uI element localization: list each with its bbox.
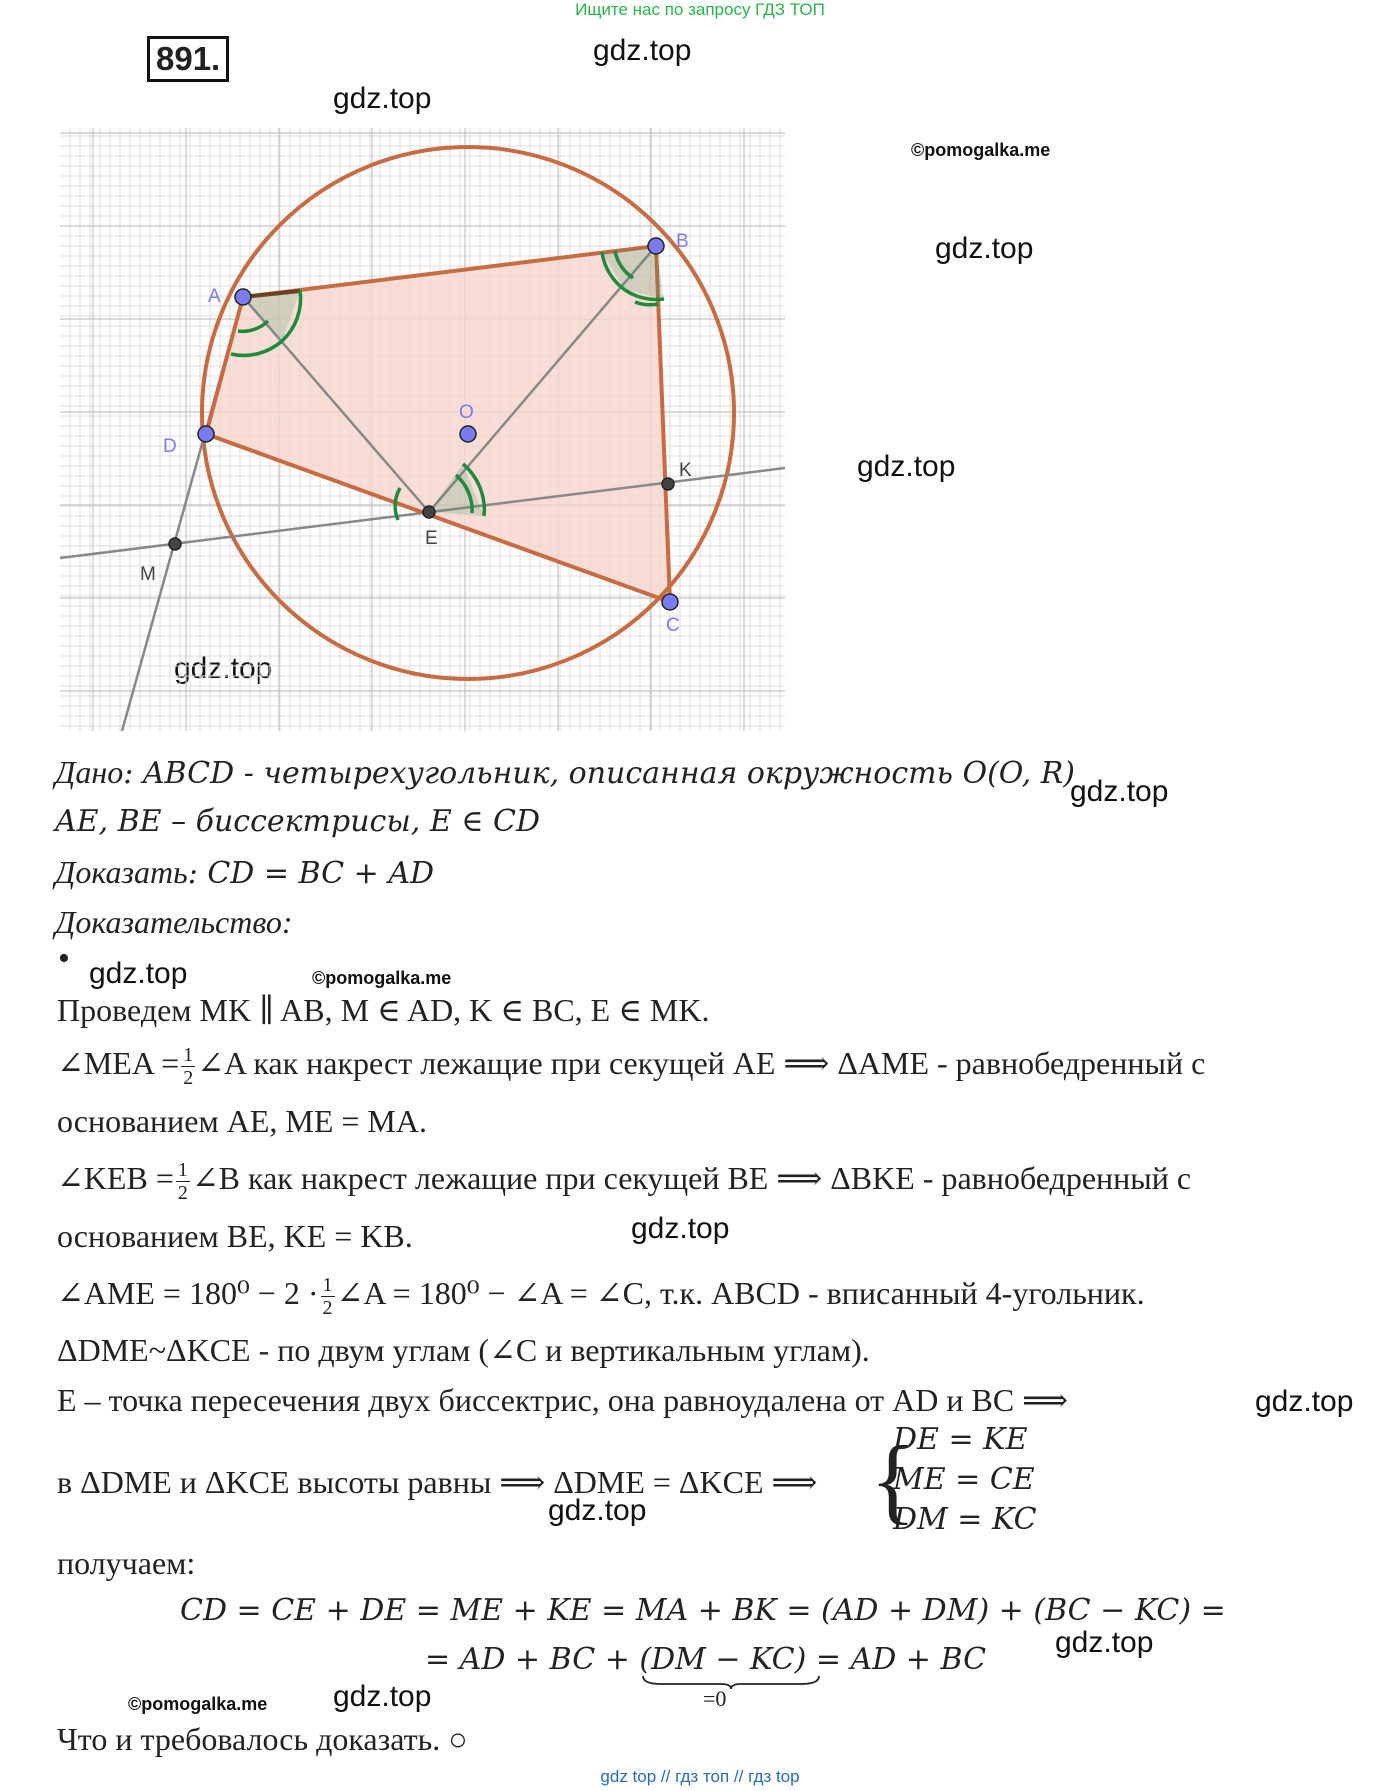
footer-links[interactable]: gdz top // гдз топ // гдз top [600, 1767, 800, 1786]
system-eq-1: DE = KE [893, 1422, 1028, 1457]
proof-step-2 [57, 1043, 1205, 1089]
proof-step-6 [57, 1273, 1145, 1319]
given-text-1: : ABCD - четырехугольник, описанная окружность O(O, R) [123, 756, 1075, 791]
proof-step-4 [57, 1158, 1191, 1204]
fraction-half [181, 1044, 195, 1089]
prove-text: : CD = BC + AD [187, 856, 435, 891]
label-b: B [676, 231, 689, 252]
proof-step-6a: ∠AME = 180⁰ − 2 · [57, 1275, 319, 1311]
fraction-half [321, 1274, 335, 1319]
proof-step-4b: ∠B как накрест лежащие при секущей BE ⟹ ΔBKE - равнобедренный с [191, 1160, 1192, 1196]
equation-system [893, 1420, 1037, 1540]
label-a: A [208, 286, 221, 307]
watermark-gdz: gdz.top [1070, 775, 1169, 808]
underbrace-label: =0 [703, 1686, 727, 1711]
final-equation-2c: = AD + BC [806, 1642, 987, 1677]
watermark-gdz: gdz.top [857, 450, 956, 483]
underbrace-term [639, 1640, 806, 1680]
fraction-half [176, 1159, 190, 1204]
watermark-gdz: gdz.top [593, 34, 692, 67]
label-o: O [459, 402, 474, 423]
proof-step-1: Проведем MK ∥ AB, M ∈ AD, K ∈ BC, E ∈ MK. [57, 992, 710, 1028]
point-o [460, 426, 476, 442]
watermark-gdz: gdz.top [1055, 1626, 1154, 1659]
underbrace-icon [641, 1674, 821, 1690]
proof-end: Что и требовалось доказать. ○ [57, 1721, 468, 1757]
final-equation-2a: = AD + BC + [425, 1642, 640, 1677]
proof-step-6b: ∠A = 180⁰ − ∠A = ∠C, т.к. ABCD - вписанный 4-угольник. [336, 1275, 1145, 1311]
problem-number: 891. [147, 36, 229, 82]
system-brace: { [870, 1426, 917, 1533]
given-line-1 [55, 752, 1075, 794]
point-c [662, 594, 678, 610]
label-e: E [425, 528, 438, 549]
final-equation-2 [425, 1640, 986, 1680]
fraction-num: 1 [322, 1274, 333, 1297]
system-eq-3: DM = KC [893, 1502, 1037, 1537]
top-banner[interactable]: Ищите нас по запросу ГДЗ ТОП [575, 0, 825, 19]
watermark-gdz: gdz.top [89, 957, 188, 990]
label-c: C [666, 615, 680, 636]
proof-step-3: основанием AE, ME = MA. [57, 1103, 427, 1139]
watermark-pomogalka: ©pomogalka.me [128, 1694, 268, 1714]
geometry-figure [60, 128, 785, 731]
point-e [423, 506, 435, 518]
watermark-gdz: gdz.top [1255, 1385, 1354, 1418]
proof-step-8: E – точка пересечения двух биссектрис, она равноудалена от AD и BC ⟹ [57, 1382, 1069, 1418]
fraction-num: 1 [177, 1159, 188, 1182]
proof-label: Доказательство: [55, 904, 293, 940]
watermark-gdz: gdz.top [548, 1494, 647, 1527]
proof-step-2a: ∠MEA = [57, 1045, 180, 1081]
given-line-2: AE, BE – биссектрисы, E ∈ CD [55, 804, 541, 839]
label-m: M [140, 564, 156, 585]
point-a [235, 289, 251, 305]
watermark-pomogalka: ©pomogalka.me [911, 140, 1051, 160]
underbrace-expr: (DM − KC) [639, 1642, 807, 1677]
watermark-gdz: gdz.top [333, 82, 432, 115]
point-k [662, 478, 674, 490]
label-k: K [679, 460, 692, 481]
bullet: • [58, 940, 70, 977]
fraction-den: 2 [177, 1182, 188, 1205]
fraction-num: 1 [183, 1044, 194, 1067]
point-m [169, 538, 181, 550]
watermark-gdz: gdz.top [935, 232, 1034, 265]
point-d [198, 426, 214, 442]
proof-step-4a: ∠KEB = [57, 1160, 174, 1196]
point-b [648, 238, 664, 254]
prove-label: Доказать [55, 854, 188, 890]
system-eq-2: ME = CE [893, 1462, 1035, 1497]
fraction-den: 2 [183, 1067, 194, 1090]
prove-line [55, 852, 434, 894]
proof-step-9: в ΔDME и ΔKCE высоты равны ⟹ ΔDME = ΔKCE ⟹ [57, 1464, 818, 1500]
proof-step-7: ΔDME~ΔKCE - по двум углам (∠C и вертикальным углам). [57, 1332, 870, 1368]
proof-step-5: основанием BE, KE = KB. [57, 1218, 413, 1254]
watermark-gdz: gdz.top [631, 1212, 730, 1245]
label-d: D [163, 436, 177, 457]
final-equation-1: CD = CE + DE = ME + KE = MA + BK = (AD + DM) + (BC − KC) = [180, 1593, 1226, 1628]
watermark-pomogalka: ©pomogalka.me [312, 968, 452, 988]
fraction-den: 2 [322, 1297, 333, 1320]
watermark-gdz: gdz.top [174, 652, 273, 685]
proof-step-10: получаем: [57, 1545, 196, 1581]
given-label: Дано [55, 754, 124, 790]
watermark-gdz: gdz.top [333, 1680, 432, 1713]
proof-step-2b: ∠A как накрест лежащие при секущей AE ⟹ ΔAME - равнобедренный с [197, 1045, 1206, 1081]
